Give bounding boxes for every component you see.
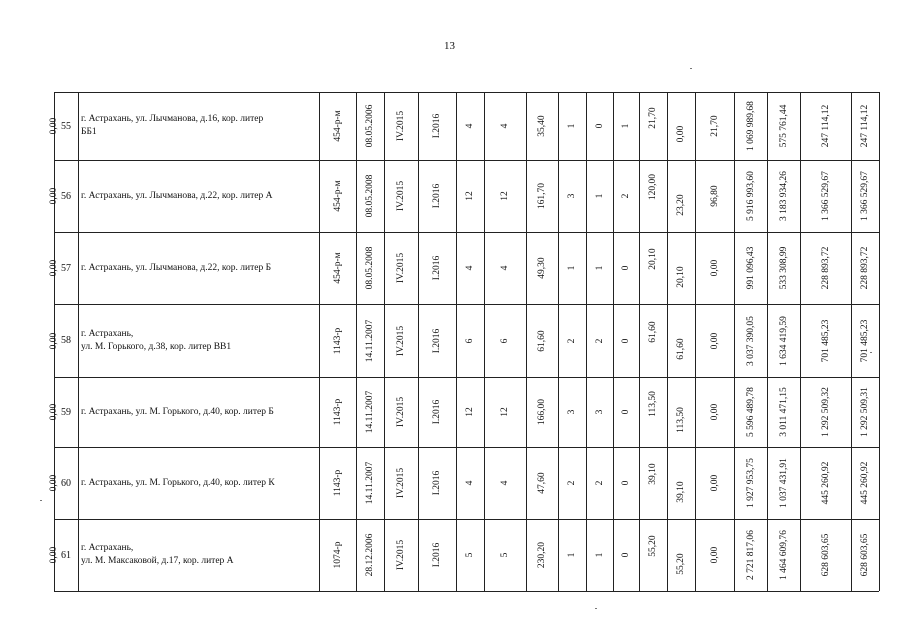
cell-area-private: 55,20 [676,552,686,575]
cell-cost-total: 1 927 953,75 [745,458,756,508]
cell-people-count: 5 [465,552,475,558]
cell-cost-total: 5 916 993,60 [745,171,756,221]
cell-cost-local: 628 603,65 [860,533,870,577]
cell-area-municipal: 0,00 [709,546,720,564]
cell-planned-end: IV.2015 [396,396,406,428]
cell-rooms-total: 1 [567,552,577,558]
cell-cost-local: 228 893,72 [860,246,870,290]
cell-cost-region: 628 603,65 [820,533,831,577]
cell-cost-fund: 3 183 934,26 [778,171,789,221]
cell-rooms-private: 1 [594,265,605,271]
cell-doc-date: 14.11.2007 [365,319,375,362]
address-cell [78,377,319,447]
address-line: г. Астрахань, ул. Лычманова, д.22, кор. литер Б [81,262,272,273]
cell-planned-end: IV.2015 [396,325,406,356]
cell-planned-demolition: I.2016 [432,255,442,281]
cell-area-total: 230,20 [537,541,547,569]
address-cell [78,92,319,160]
cell-doc-no: 1074-р [332,541,343,569]
cell-cost-total: 3 037 390,05 [745,315,756,366]
cell-cost-extra: 0,00 [49,546,59,564]
cell-rooms-municipal: 0 [621,552,631,558]
cell-people-count: 4 [465,480,475,486]
address-cell [78,160,319,232]
cell-cost-local: 701 485,23 [860,319,870,362]
cell-area-resettled: 55,20 [648,535,658,558]
cell-rooms-total: 3 [567,193,577,199]
table-row [49,377,879,447]
cell-people-resettled: 4 [500,123,510,129]
cell-cost-region: 1 292 509,32 [820,387,831,437]
cell-cost-fund: 3 011 471,15 [778,387,789,437]
cell-rooms-total: 1 [567,265,577,271]
address-line: г. Астрахань, [81,543,134,553]
cell-area-municipal: 96,80 [709,185,720,207]
cell-rooms-private: 2 [594,338,605,343]
cell-people-count: 12 [465,407,475,417]
cell-rooms-total: 1 [567,123,577,129]
cell-area-municipal: 21,70 [709,115,720,137]
address-line: г. Астрахань, ул. М. Горького, д.40, кор. литер Б [81,406,274,417]
cell-cost-local: 247 114,12 [860,104,870,148]
row-number: 58 [61,335,71,346]
cell-area-total: 166,00 [537,398,547,426]
cell-cost-region: 247 114,12 [820,104,831,148]
cell-rooms-municipal: 0 [621,265,631,271]
cell-people-resettled: 12 [500,407,510,417]
row-number: 60 [61,477,71,489]
cell-area-total: 161,70 [537,182,547,210]
cell-doc-date: 08.05.2006 [365,104,375,148]
address-cell [78,447,319,519]
cell-people-resettled: 12 [500,191,510,201]
cell-area-resettled: 120,00 [648,174,658,201]
address-line: г. Астрахань, [81,328,134,339]
cell-cost-total: 5 596 489,78 [745,387,756,437]
cell-planned-demolition: I.2016 [432,328,442,353]
cell-cost-extra: 0,00 [49,117,59,135]
table-row-divider [54,591,879,592]
cell-area-private: 113,50 [676,407,686,434]
address-line: ББ1 [81,127,97,137]
cell-area-total: 61,60 [537,329,547,352]
row-number: 61 [61,549,71,561]
cell-doc-date: 08.05.2008 [365,246,375,290]
cell-area-municipal: 0,00 [709,259,720,277]
cell-doc-no: 1143-р [332,469,343,497]
cell-rooms-municipal: 0 [621,409,631,415]
cell-cost-local: 1 366 529,67 [860,171,870,221]
cell-doc-date: 28.12.2006 [365,533,375,577]
cell-people-count: 6 [465,338,475,343]
cell-rooms-municipal: 2 [621,193,631,199]
cell-planned-end: IV.2015 [396,252,406,284]
address-cell [78,304,319,377]
address-line: г. Астрахань, ул. Лычманова, д.22, кор. литер А [81,190,273,201]
cell-rooms-private: 0 [594,123,605,129]
address-line: г. Астрахань, ул. М. Горького, д.40, кор. литер К [81,477,275,488]
cell-people-resettled: 4 [500,265,510,271]
cell-area-total: 35,40 [537,115,547,137]
cell-area-municipal: 0,00 [709,332,720,349]
cell-rooms-municipal: 1 [621,123,631,129]
cell-planned-end: IV.2015 [396,539,406,571]
page-number: 13 [444,40,455,52]
cell-doc-date: 14.11.2007 [365,390,375,434]
cell-area-private: 0,00 [676,125,686,143]
cell-people-count: 4 [465,123,475,129]
cell-rooms-total: 3 [567,409,577,415]
table-row [49,92,879,160]
address-line: ул. М. Максаковой, д.17, кор. литер А [81,556,234,566]
cell-cost-region: 445 260,92 [820,461,831,505]
cell-cost-total: 1 069 989,68 [745,101,756,151]
cell-cost-fund: 575 761,44 [778,104,789,148]
cell-cost-extra: 0,00 [49,259,59,277]
row-number: 56 [61,190,71,202]
cell-planned-end: IV.2015 [396,467,406,499]
cell-planned-demolition: I.2016 [432,183,442,209]
cell-people-count: 4 [465,265,475,271]
cell-cost-fund: 533 308,99 [778,246,789,290]
cell-cost-local: 1 292 509,31 [860,387,870,437]
scan-speck [40,500,42,501]
cell-cost-fund: 1 634 419,59 [778,315,789,366]
cell-area-resettled: 39,10 [648,463,658,486]
cell-planned-demolition: I.2016 [432,470,442,496]
cell-rooms-private: 1 [594,552,605,558]
cell-doc-no: 454-р-м [332,180,343,212]
scan-speck [690,68,692,69]
cell-area-resettled: 61,60 [648,321,658,343]
cell-cost-extra: 0,00 [49,332,59,349]
cell-doc-no: 1143-р [332,398,343,426]
address-cell [78,232,319,304]
table-column-divider [879,92,880,591]
cell-area-total: 47,60 [537,472,547,494]
row-number: 59 [61,406,71,418]
table-row [49,160,879,232]
cell-area-municipal: 0,00 [709,403,720,421]
cell-area-private: 39,10 [676,480,686,503]
table-row [49,304,879,377]
cell-doc-no: 454-р-м [332,252,343,284]
cell-cost-local: 445 260,92 [860,461,870,505]
cell-cost-fund: 1 464 609,76 [778,530,789,580]
cell-people-resettled: 6 [500,338,510,343]
cell-cost-extra: 0,00 [49,403,59,421]
cell-cost-total: 2 721 817,06 [745,530,756,580]
cell-cost-region: 701 485,23 [820,319,831,362]
cell-doc-no: 454-р-м [332,110,343,142]
cell-doc-no: 1143-р [332,327,343,354]
address-line: ул. М. Горького, д.38, кор. литер ВВ1 [81,341,232,352]
cell-planned-end: IV.2015 [396,180,406,212]
cell-area-private: 20,10 [676,265,686,288]
row-number: 55 [61,120,71,132]
table-row [49,232,879,304]
cell-rooms-private: 2 [594,480,605,486]
cell-planned-end: IV.2015 [396,110,406,142]
cell-area-resettled: 20,10 [648,248,658,271]
cell-cost-region: 228 893,72 [820,246,831,290]
row-number: 57 [61,262,71,274]
cell-rooms-municipal: 0 [621,338,631,343]
resettlement-table [49,92,879,591]
cell-doc-date: 08.05.2008 [365,174,375,218]
table-row [49,447,879,519]
cell-planned-demolition: I.2016 [432,399,442,425]
cell-rooms-private: 3 [594,409,605,415]
cell-people-resettled: 4 [500,480,510,486]
cell-planned-demolition: I.2016 [432,113,442,139]
cell-rooms-total: 2 [567,338,577,343]
cell-planned-demolition: I.2016 [432,542,442,568]
cell-people-resettled: 5 [500,552,510,558]
cell-area-private: 23,20 [676,193,686,216]
cell-rooms-private: 1 [594,193,605,199]
cell-area-resettled: 113,50 [648,390,658,417]
cell-area-private: 61,60 [676,338,686,360]
cell-doc-date: 14.11.2007 [365,461,375,505]
cell-rooms-municipal: 0 [621,480,631,486]
cell-cost-region: 1 366 529,67 [820,171,831,221]
cell-cost-extra: 0,00 [49,474,59,492]
cell-rooms-total: 2 [567,480,577,486]
address-cell [78,519,319,591]
scan-speck [595,608,597,609]
table-row [49,519,879,591]
cell-cost-fund: 1 037 431,91 [778,458,789,508]
cell-cost-extra: 0,00 [49,187,59,205]
address-line: г. Астрахань, ул. Лычманова, д.16, кор. литер [81,114,264,124]
cell-area-municipal: 0,00 [709,474,720,492]
cell-cost-total: 991 096,43 [745,246,756,290]
scan-speck [870,352,872,353]
cell-people-count: 12 [465,191,475,201]
cell-area-resettled: 21,70 [648,107,658,129]
cell-area-total: 49,30 [537,257,547,279]
